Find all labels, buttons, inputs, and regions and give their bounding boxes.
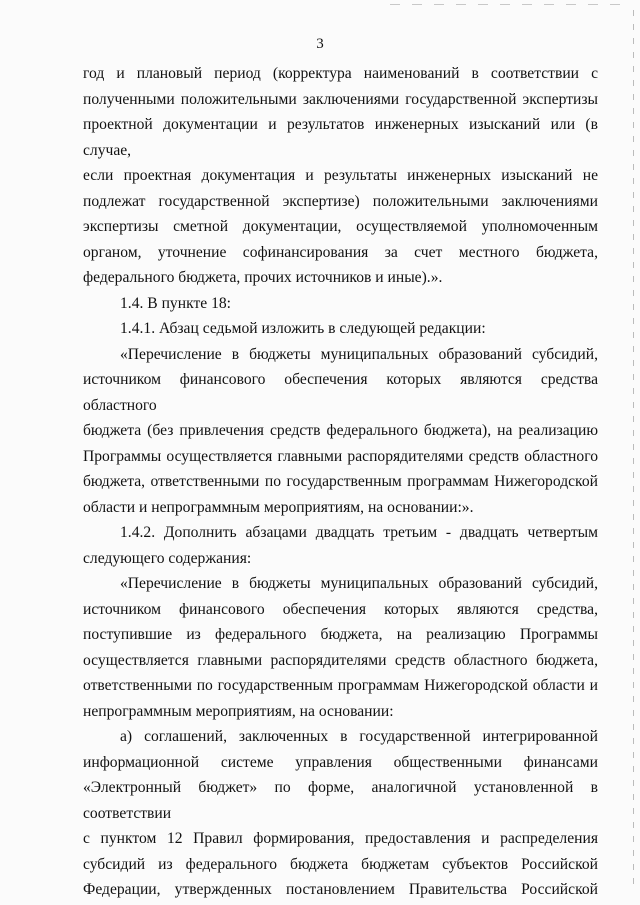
text-line: «Перечисление в бюджеты муниципальных образований субсидий, — [120, 345, 598, 363]
text-line: подлежат государственной экспертизе) положительными заключениями — [83, 192, 598, 210]
text-line: осуществляется главными распорядителями средств областного бюджета, — [83, 651, 598, 669]
text-line: если проектная документация и результаты инженерных изысканий не — [83, 167, 598, 184]
text-line: 1.4.2. Дополнить абзацами двадцать третьим - двадцать четвертым — [120, 524, 598, 541]
text-line: «Электронный бюджет» по форме, аналогичной установленной в соответствии — [83, 779, 598, 822]
text-line: а) соглашений, заключенных в государственной интегрированной — [120, 728, 598, 745]
page-number: 3 — [316, 36, 324, 52]
body-text — [83, 61, 598, 903]
text-line: 1.4. В пункте 18: — [120, 294, 232, 312]
scan-artifact-edge — [633, 10, 634, 890]
text-line: федерального бюджета, прочих источников и иные).». — [83, 269, 443, 286]
text-line: экспертизы сметной документации, осуществляемой уполномоченным — [83, 218, 598, 235]
text-line: следующего содержания: — [83, 549, 252, 567]
text-line: бюджета (без привлечения средств федерального бюджета), на реализацию — [83, 422, 598, 439]
scan-artifact-top — [390, 4, 630, 5]
text-line: 1.4.1. Абзац седьмой изложить в следующей редакции: — [120, 320, 486, 337]
text-line: непрограммным мероприятиям, на основании: — [83, 702, 394, 720]
text-line: источником финансового обеспечения которых являются средства, — [83, 600, 598, 618]
text-line: органом, уточнение софинансирования за счет местного бюджета, — [83, 243, 598, 261]
text-line: год и плановый период (корректура наименований в соответствии с — [83, 65, 598, 82]
text-line: Программы осуществляется главными распорядителями средств областного — [83, 447, 598, 465]
text-line: области и непрограммным мероприятиям, на основании:». — [83, 498, 474, 516]
text-line: полученными положительными заключениями государственной экспертизы — [83, 90, 598, 108]
text-line: с пунктом 12 Правил формирования, предоставления и распределения — [83, 830, 598, 847]
text-line: информационной системе управления общественными финансами — [83, 753, 598, 771]
text-line: субсидий из федерального бюджета бюджетам субъектов Российской — [83, 855, 598, 873]
text-line: ответственными по государственным программам Нижегородской области и — [83, 677, 598, 694]
text-line: бюджета, ответственными по государственным программам Нижегородской — [83, 473, 598, 490]
text-line: источником финансового обеспечения которых являются средства областного — [83, 371, 598, 414]
text-line: проектной документации и результатов инженерных изысканий или (в случае, — [83, 116, 598, 159]
text-line: Федерации, утвержденных постановлением Правительства Российской — [83, 881, 598, 898]
text-line: «Перечисление в бюджеты муниципальных образований субсидий, — [120, 575, 598, 592]
text-line: поступившие из федерального бюджета, на реализацию Программы — [83, 626, 598, 643]
